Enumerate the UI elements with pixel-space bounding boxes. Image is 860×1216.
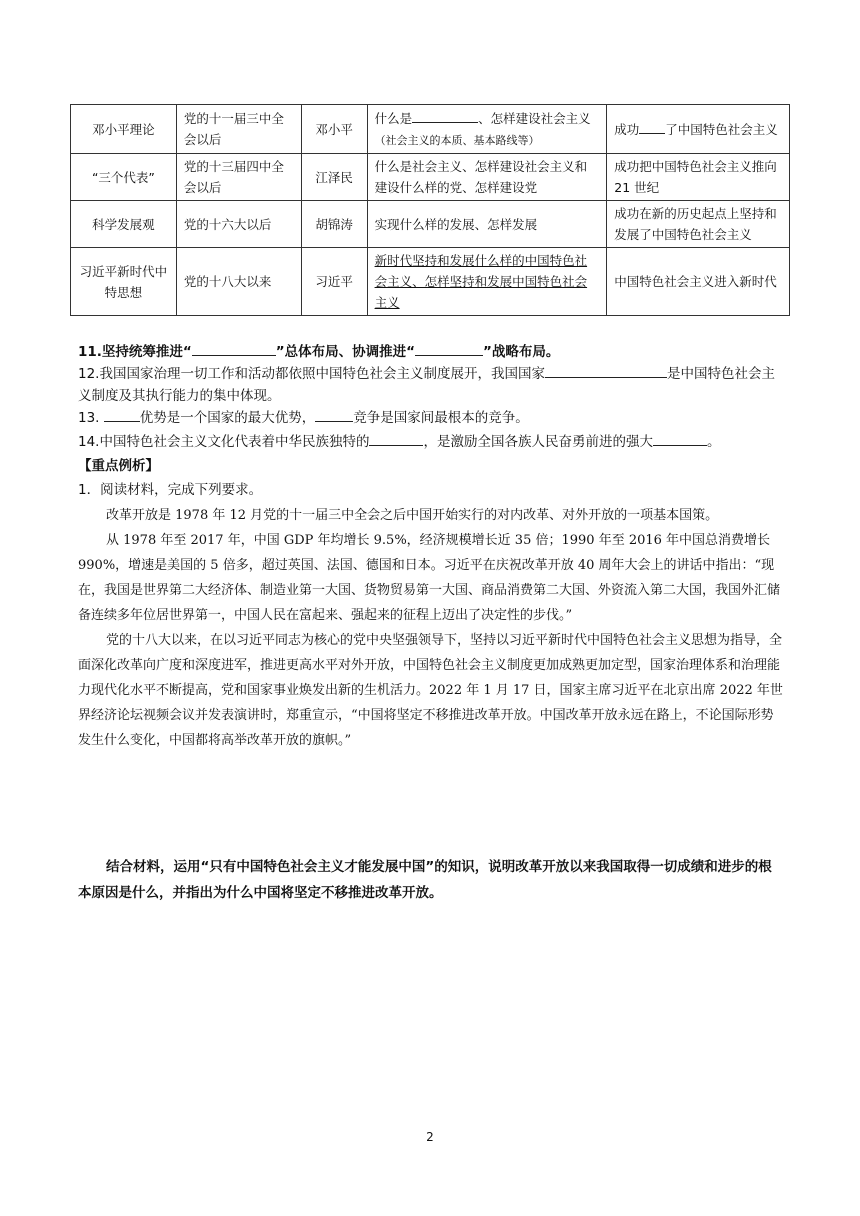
theory-leader: 邓小平 [301,105,367,154]
question-14: 14.中国特色社会主义文化代表着中华民族独特的 ，是激励全国各族人民奋勇前进的强大 。 [78,431,784,453]
section-title: 【重点例析】 [78,458,159,474]
question-11: 11.坚持统筹推进“ ”总体布局、协调推进“ ”战略布局。 [78,341,784,363]
fill-blank [315,407,353,422]
theory-time: 党的十六大以后 [176,201,301,248]
material-text [78,503,784,753]
theory-result: 成功 了中国特色社会主义 [607,105,790,154]
table-row [71,201,790,248]
fill-blank [104,407,140,422]
fill-blank [653,431,707,446]
page-number: 2 [426,1130,434,1144]
material-paragraph: 从 1978 年至 2017 年，中国 GDP 年均增长 9.5%，经济规模增长近 35 倍；1990 年至 2016 年中国总消费增长 990%，增速是美国的 5 倍多，超过英国、法国、德国和日本。习近平在庆祝改革开放 40 周年大会上的讲话中指出：“现在，我国是世界第二大经济体、制造业第一大国、货物贸易第一大国、商品消费第二大国、外资流入第二大国，我国外汇储备连续多年位居世界第一，中国人民在富起来、强起来的征程上迈出了决定性的步伐。” [78,533,781,623]
theory-time: 党的十三届四中全会以后 [176,154,301,201]
theory-question: 新时代坚持和发展什么样的中国特色社会主义、怎样坚持和发展中国特色社会主义 [367,248,607,316]
theory-leader: 习近平 [301,248,367,316]
theory-result: 中国特色社会主义进入新时代 [607,248,790,316]
exercise-intro: 1．阅读材料，完成下列要求。 [78,482,263,498]
theory-table [70,104,790,316]
exercise-question: 结合材料，运用“只有中国特色社会主义才能发展中国”的知识，说明改革开放以来我国取得一切成绩和进步的根本原因是什么，并指出为什么中国将坚定不移推进改革开放。 [78,859,772,901]
theory-time: 党的十八大以来 [176,248,301,316]
fill-blank [639,119,665,134]
table-row [71,154,790,201]
theory-name: 科学发展观 [71,201,177,248]
material-paragraph: 党的十八大以来，在以习近平同志为核心的党中央坚强领导下，坚持以习近平新时代中国特色社会主义思想为指导，全面深化改革向广度和深度进军，推进更高水平对外开放，中国特色社会主义制度更加成熟更加定型，国家治理体系和治理能力现代化水平不断提高，党和国家事业焕发出新的生机活力。2022 年 1 月 17 日，国家主席习近平在北京出席 2022 年世界经济论坛视频会议并发表演讲时，郑重宣示，“中国将坚定不移推进改革开放。中国改革开放永远在路上，不论国际形势发生什么变化，中国都将高举改革开放的旗帜。” [78,633,783,748]
material-paragraph: 改革开放是 1978 年 12 月党的十一届三中全会之后中国开始实行的对内改革、对外开放的一项基本国策。 [106,508,719,523]
fill-blank [415,341,483,356]
theory-name: 习近平新时代中特思想 [71,248,177,316]
theory-question: 什么是 、怎样建设社会主义 （社会主义的本质、基本路线等） [367,105,607,154]
table-row [71,248,790,316]
theory-time: 党的十一届三中全会以后 [176,105,301,154]
theory-leader: 江泽民 [301,154,367,201]
theory-question: 实现什么样的发展、怎样发展 [367,201,607,248]
theory-name: “三个代表” [71,154,177,201]
theory-result: 成功在新的历史起点上坚持和发展了中国特色社会主义 [607,201,790,248]
theory-leader: 胡锦涛 [301,201,367,248]
fill-blank [369,431,423,446]
theory-result: 成功把中国特色社会主义推向 21 世纪 [607,154,790,201]
theory-name: 邓小平理论 [71,105,177,154]
fill-blank [192,341,276,356]
table-row [71,105,790,154]
theory-question: 什么是社会主义、怎样建设社会主义和建设什么样的党、怎样建设党 [367,154,607,201]
fill-blank [545,363,667,378]
question-12: 12.我国国家治理一切工作和活动都依照中国特色社会主义制度展开，我国国家 是中国特色社会主义制度及其执行能力的集中体现。 [78,363,784,407]
fill-blank [412,108,478,123]
question-13: 13. 优势是一个国家的最大优势， 竞争是国家间最根本的竞争。 [78,407,784,429]
